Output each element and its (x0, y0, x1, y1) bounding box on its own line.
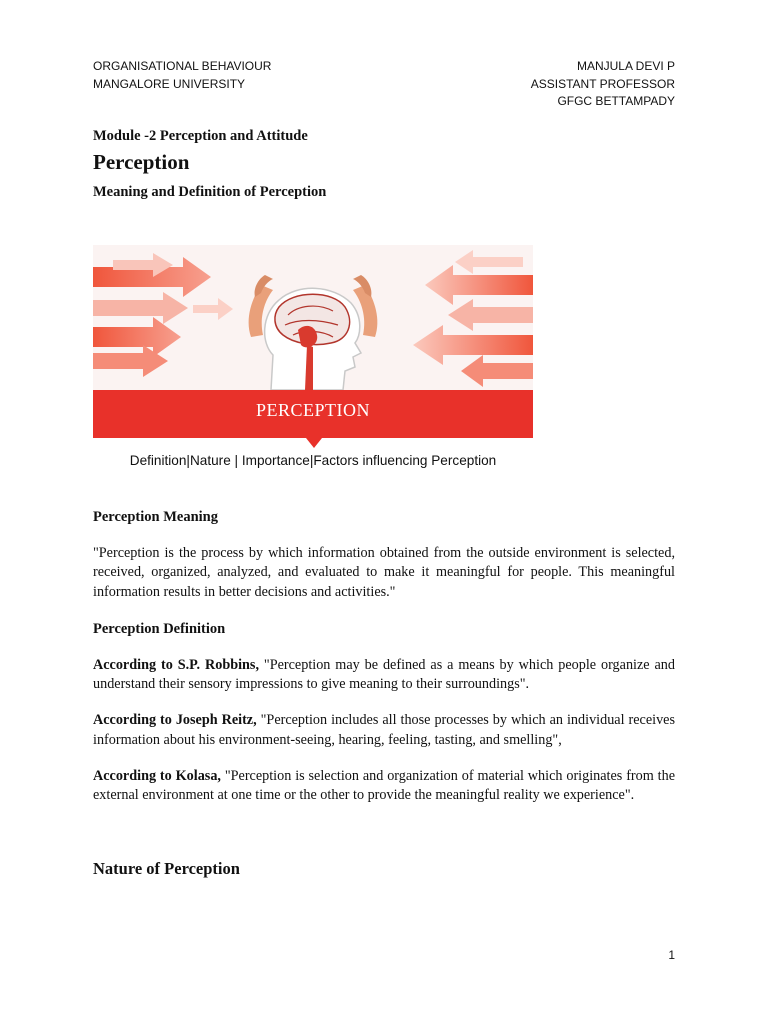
header-course: ORGANISATIONAL BEHAVIOUR (93, 59, 272, 73)
definition-lead: According to S.P. Robbins, (93, 656, 259, 673)
page-title: Perception (93, 150, 190, 174)
definition-text: "Perception includes all those processes by which an individual receives information about his environment-seeing, hearing, feeling, tasting, and smelling", (93, 712, 675, 748)
definition-reitz (93, 711, 675, 750)
definition-heading: Perception Definition (93, 620, 226, 637)
figure-illustration (93, 245, 533, 390)
definition-text: "Perception may be defined as a means by which people organize and understand their sensory impressions to give meaning to their surroundings". (93, 656, 675, 693)
page-header-right (531, 58, 675, 111)
banner-pointer-icon (306, 438, 322, 448)
header-author: MANJULA DEVI P (576, 59, 675, 73)
definition-robbins (93, 656, 675, 695)
header-university: MANGALORE UNIVERSITY (93, 76, 246, 91)
meaning-heading: Perception Meaning (93, 509, 218, 525)
definition-lead: According to Joseph Reitz, (93, 712, 257, 729)
header-college: GFGC BETTAMPADY (557, 94, 675, 108)
definition-lead: According to Kolasa, (93, 768, 221, 785)
figure-caption: Definition|Nature | Importance|Factors influencing Perception (129, 453, 497, 468)
banner-title: PERCEPTION (255, 400, 370, 420)
document-body (93, 126, 675, 880)
meaning-paragraph: "Perception is the process by which information obtained from the outside environment is selected, received, organized, analyzed, and evaluated to make it meaningful for people. This meaningful information results in better decisions and activities." (93, 545, 675, 600)
page-header-left (93, 58, 271, 93)
header-designation: ASSISTANT PROFESSOR (530, 76, 675, 91)
module-heading: Module -2 Perception and Attitude (93, 128, 308, 144)
nature-heading: Nature of Perception (93, 858, 240, 878)
perception-figure (93, 245, 533, 483)
definition-text: "Perception is selection and organization of material which originates from the external environment at one time or the other to provide the meaningful reality we experience". (93, 768, 675, 804)
page-number: 1 (668, 948, 675, 962)
definition-kolasa (93, 767, 675, 806)
section-subtitle: Meaning and Definition of Perception (93, 184, 327, 200)
